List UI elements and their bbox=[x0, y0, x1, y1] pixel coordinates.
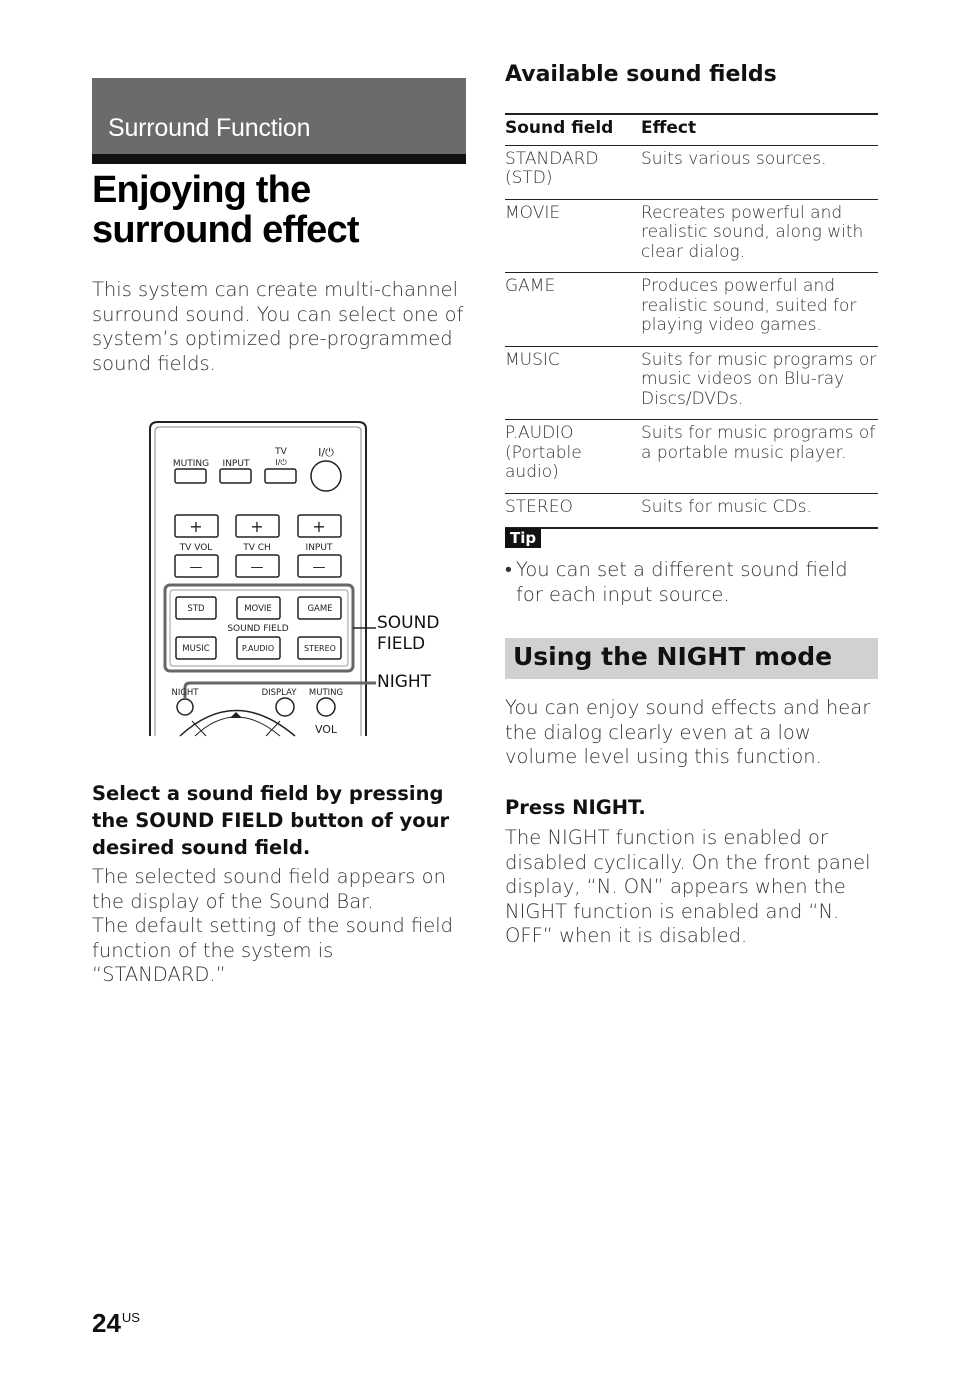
svg-text:GAME: GAME bbox=[307, 604, 333, 614]
callout-night: NIGHT bbox=[377, 672, 432, 692]
svg-text:P.AUDIO: P.AUDIO bbox=[241, 644, 275, 653]
section-banner bbox=[92, 78, 466, 164]
night-mode-banner bbox=[505, 638, 878, 679]
tip-item bbox=[505, 558, 877, 607]
input-label: INPUT bbox=[222, 459, 250, 469]
page-number-suffix: US bbox=[121, 1310, 140, 1325]
svg-text:+: + bbox=[189, 517, 203, 536]
svg-text:+: + bbox=[312, 517, 326, 536]
sound-field-cell: P.AUDIO (Portable audio) bbox=[505, 420, 641, 494]
night-body: The NIGHT function is enabled or disabled cyclically. On the front panel display, “N. ON” appears when the NIGHT function is enabled and “N. OFF” when it is disabled. bbox=[505, 826, 871, 947]
svg-text:MOVIE: MOVIE bbox=[244, 604, 272, 614]
svg-text:STD: STD bbox=[187, 604, 205, 614]
tv-vol-label: TV VOL bbox=[179, 543, 213, 553]
night-mode-heading: Using the NIGHT mode bbox=[513, 642, 833, 671]
page-number bbox=[92, 1308, 140, 1339]
table-row bbox=[505, 420, 878, 494]
tv-power-button[interactable] bbox=[265, 469, 296, 483]
sound-field-cell: MOVIE bbox=[505, 199, 641, 273]
sound-field-cell: MUSIC bbox=[505, 346, 641, 420]
muting-label: MUTING bbox=[172, 459, 210, 469]
tip-badge: Tip bbox=[505, 528, 541, 548]
table-row bbox=[505, 145, 878, 199]
muting-label-2: MUTING bbox=[308, 688, 344, 698]
section-title: Surround Function bbox=[108, 114, 311, 142]
effect-cell: Produces powerful and realistic sound, suited for playing video games. bbox=[641, 273, 878, 347]
sound-field-cell: STEREO bbox=[505, 493, 641, 528]
sound-fields-table bbox=[505, 113, 878, 529]
table-row bbox=[505, 346, 878, 420]
step-body bbox=[92, 865, 472, 988]
table-row bbox=[505, 493, 878, 528]
svg-text:—: — bbox=[250, 560, 264, 575]
tv-power-label: I/⏻ bbox=[275, 458, 287, 467]
input-button[interactable] bbox=[220, 469, 251, 483]
column-header-sound-field: Sound field bbox=[505, 114, 641, 145]
step-heading: Select a sound field by pressing the SOUND FIELD button of your desired sound field. bbox=[92, 782, 450, 859]
effect-cell: Recreates powerful and realistic sound, along with clear dialog. bbox=[641, 199, 878, 273]
tv-label: TV bbox=[275, 447, 287, 457]
page-number-value: 24 bbox=[92, 1308, 121, 1338]
night-intro: You can enjoy sound effects and hear the dialog clearly even at a low volume level using this function. bbox=[505, 696, 871, 768]
step-body-line-2: The default setting of the sound field function of the system is “STANDARD.” bbox=[92, 914, 454, 986]
night-button[interactable] bbox=[177, 699, 193, 715]
tip-text: You can set a different sound field for each input source. bbox=[516, 558, 848, 606]
display-label: DISPLAY bbox=[261, 688, 297, 698]
display-button[interactable] bbox=[276, 698, 294, 716]
vol-label: VOL bbox=[314, 723, 338, 736]
table-header-row bbox=[505, 114, 878, 145]
step-body-line-1: The selected sound field appears on the display of the Sound Bar. bbox=[92, 865, 446, 913]
sound-field-group-label: SOUND FIELD bbox=[227, 624, 289, 634]
callout-sound-field-1: SOUND bbox=[377, 613, 440, 633]
page-title: Enjoying the surround effect bbox=[92, 169, 359, 251]
table-row bbox=[505, 199, 878, 273]
svg-text:STEREO: STEREO bbox=[304, 644, 336, 653]
svg-text:—: — bbox=[312, 560, 326, 575]
up-arrow-icon bbox=[230, 712, 242, 718]
press-night-heading: Press NIGHT. bbox=[505, 796, 646, 819]
available-sound-fields-heading: Available sound fields bbox=[505, 62, 777, 87]
table-row bbox=[505, 273, 878, 347]
muting-button[interactable] bbox=[175, 469, 206, 483]
svg-text:+: + bbox=[250, 517, 264, 536]
power-button[interactable] bbox=[311, 461, 341, 491]
tv-ch-label: TV CH bbox=[243, 543, 271, 553]
callout-sound-field-2: FIELD bbox=[377, 634, 426, 654]
effect-cell: Suits for music programs of a portable music player. bbox=[641, 420, 878, 494]
night-label: NIGHT bbox=[171, 688, 199, 698]
svg-text:—: — bbox=[189, 560, 203, 575]
svg-text:MUSIC: MUSIC bbox=[182, 644, 210, 654]
column-header-effect: Effect bbox=[641, 114, 878, 145]
input-label-2: INPUT bbox=[305, 543, 333, 553]
sound-field-cell: GAME bbox=[505, 273, 641, 347]
effect-cell: Suits various sources. bbox=[641, 145, 878, 199]
muting-button-2[interactable] bbox=[317, 698, 335, 716]
sound-field-cell: STANDARD (STD) bbox=[505, 145, 641, 199]
intro-paragraph: This system can create multi-channel surround sound. You can select one of system’s optimized pre-programmed sound fields. bbox=[92, 278, 464, 375]
effect-cell: Suits for music programs or music videos on Blu-ray Discs/DVDs. bbox=[641, 346, 878, 420]
remote-illustration bbox=[140, 415, 470, 740]
bullet-icon: • bbox=[505, 558, 512, 581]
power-label: I/⏻ bbox=[318, 446, 334, 459]
effect-cell: Suits for music CDs. bbox=[641, 493, 878, 528]
